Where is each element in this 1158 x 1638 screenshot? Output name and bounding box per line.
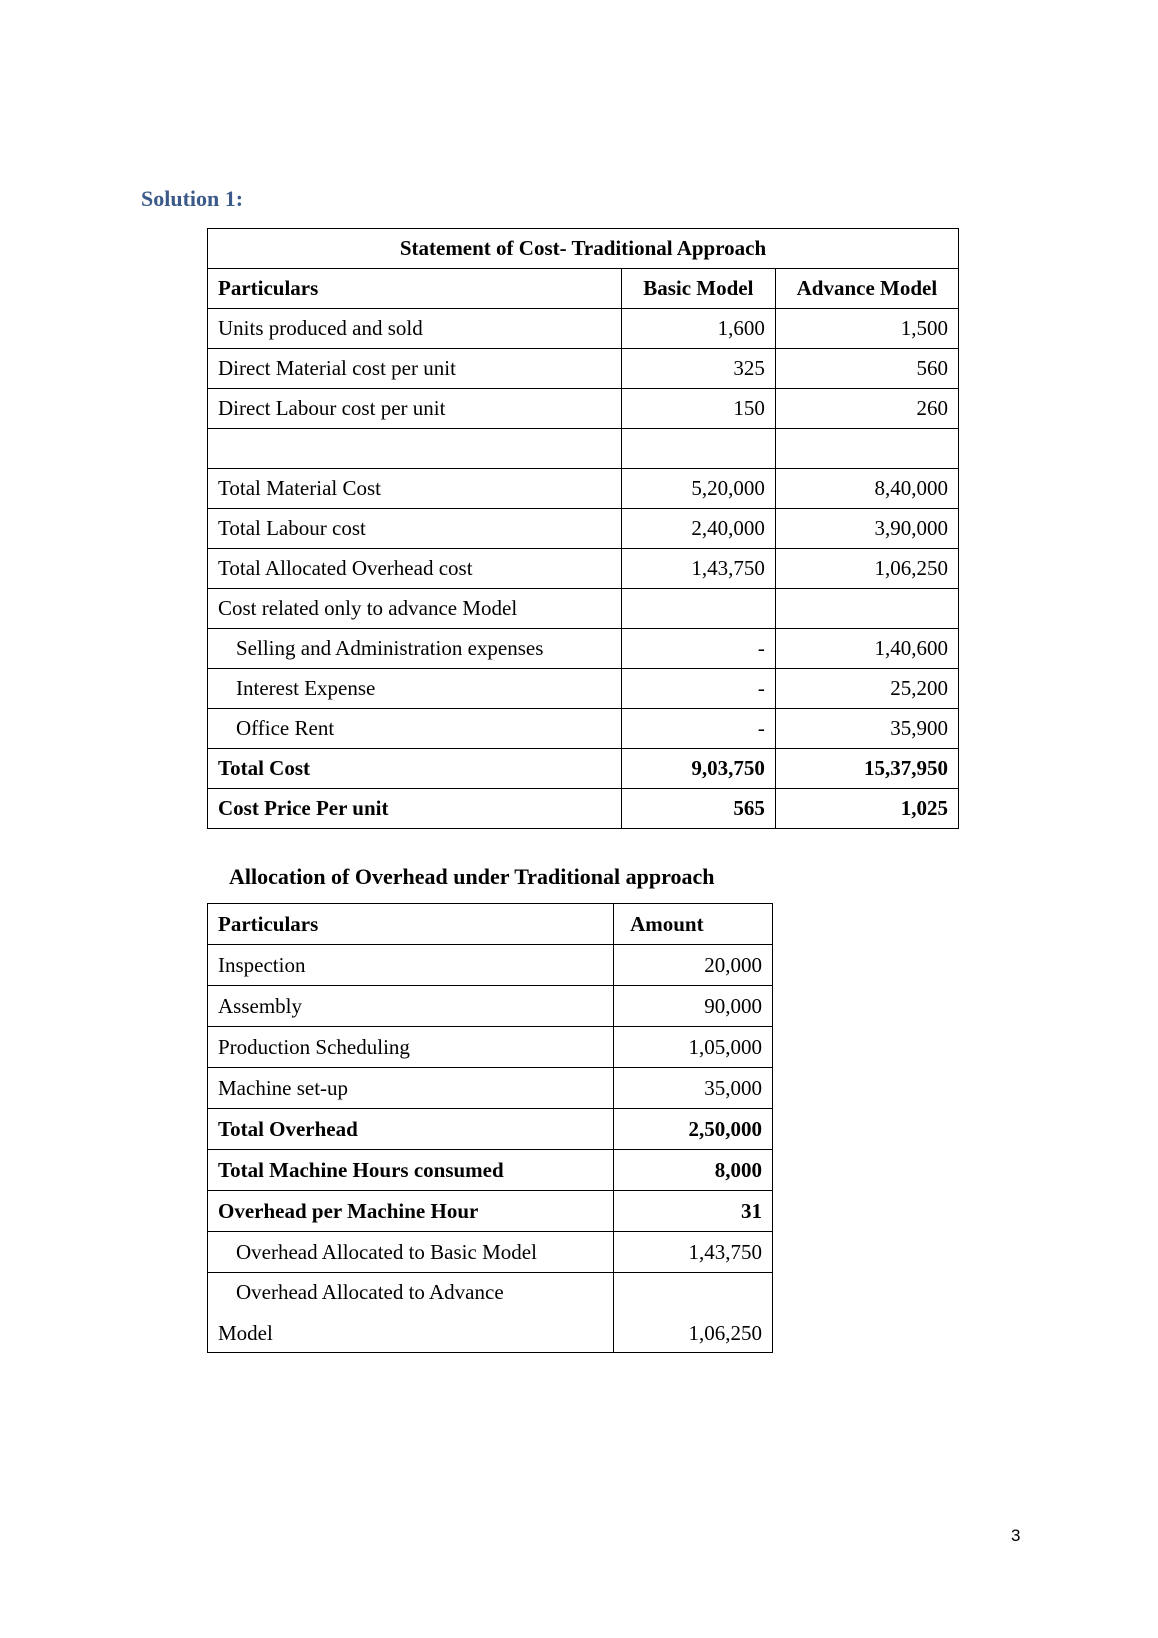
alloc-table-header-row	[208, 904, 773, 945]
row-advance-value: 1,40,600	[775, 629, 958, 669]
row-label: Total Cost	[208, 749, 622, 789]
row-label: Cost related only to advance Model	[208, 589, 622, 629]
row-advance-value: 1,500	[775, 309, 958, 349]
alloc-table-row	[208, 1109, 773, 1150]
alloc-table-row	[208, 945, 773, 986]
row-basic-value: 2,40,000	[621, 509, 775, 549]
alloc-row-amount: 1,06,250	[614, 1273, 773, 1353]
allocation-title: Allocation of Overhead under Traditional approach	[229, 864, 715, 889]
row-label: Office Rent	[208, 709, 622, 749]
row-basic-value	[621, 429, 775, 469]
cost-table-row	[208, 309, 959, 349]
cost-table-row	[208, 709, 959, 749]
alloc-row-label-line1: Overhead Allocated to Advance	[236, 1279, 504, 1304]
row-basic-value: -	[621, 669, 775, 709]
row-basic-value: -	[621, 709, 775, 749]
alloc-row-amount: 1,43,750	[614, 1232, 773, 1273]
row-advance-value: 15,37,950	[775, 749, 958, 789]
row-basic-value: 1,43,750	[621, 549, 775, 589]
row-basic-value: 1,600	[621, 309, 775, 349]
cost-table-title: Statement of Cost- Traditional Approach	[208, 229, 959, 269]
row-advance-value	[775, 589, 958, 629]
alloc-row-amount: 2,50,000	[614, 1109, 773, 1150]
row-label: Selling and Administration expenses	[208, 629, 622, 669]
alloc-row-label: Total Machine Hours consumed	[208, 1150, 614, 1191]
cost-table-row	[208, 469, 959, 509]
row-basic-value: -	[621, 629, 775, 669]
alloc-table-row	[208, 1232, 773, 1273]
row-advance-value: 25,200	[775, 669, 958, 709]
row-basic-value: 565	[621, 789, 775, 829]
alloc-table-row-advance	[208, 1273, 773, 1353]
alloc-header-particulars: Particulars	[208, 904, 614, 945]
row-label	[208, 429, 622, 469]
cost-table-row	[208, 509, 959, 549]
alloc-header-amount: Amount	[614, 904, 773, 945]
alloc-table-row	[208, 986, 773, 1027]
row-basic-value: 325	[621, 349, 775, 389]
row-label: Total Material Cost	[208, 469, 622, 509]
row-advance-value: 3,90,000	[775, 509, 958, 549]
cost-table-row	[208, 349, 959, 389]
header-particulars: Particulars	[208, 269, 622, 309]
alloc-row-amount: 20,000	[614, 945, 773, 986]
cost-table-row	[208, 429, 959, 469]
alloc-table-row	[208, 1150, 773, 1191]
row-label: Direct Labour cost per unit	[208, 389, 622, 429]
alloc-row-label: Inspection	[208, 945, 614, 986]
row-advance-value: 560	[775, 349, 958, 389]
alloc-row-amount: 1,05,000	[614, 1027, 773, 1068]
row-label: Units produced and sold	[208, 309, 622, 349]
row-advance-value: 1,025	[775, 789, 958, 829]
row-advance-value: 260	[775, 389, 958, 429]
row-basic-value: 5,20,000	[621, 469, 775, 509]
row-basic-value: 9,03,750	[621, 749, 775, 789]
cost-table-row	[208, 749, 959, 789]
row-label: Cost Price Per unit	[208, 789, 622, 829]
row-advance-value	[775, 429, 958, 469]
header-basic-model: Basic Model	[621, 269, 775, 309]
row-label: Interest Expense	[208, 669, 622, 709]
cost-table-row	[208, 589, 959, 629]
row-basic-value	[621, 589, 775, 629]
cost-table-header-row	[208, 269, 959, 309]
cost-table-row	[208, 789, 959, 829]
row-basic-value: 150	[621, 389, 775, 429]
alloc-table-row	[208, 1027, 773, 1068]
alloc-row-amount: 31	[614, 1191, 773, 1232]
header-advance-model: Advance Model	[775, 269, 958, 309]
row-advance-value: 1,06,250	[775, 549, 958, 589]
alloc-row-label: Assembly	[208, 986, 614, 1027]
alloc-row-amount: 8,000	[614, 1150, 773, 1191]
alloc-table-row	[208, 1191, 773, 1232]
row-advance-value: 35,900	[775, 709, 958, 749]
row-label: Total Allocated Overhead cost	[208, 549, 622, 589]
cost-table-row	[208, 549, 959, 589]
cost-statement-table	[207, 228, 959, 829]
alloc-row-label-line2: Model	[218, 1320, 273, 1345]
cost-table-row	[208, 629, 959, 669]
alloc-row-label: Total Overhead	[208, 1109, 614, 1150]
alloc-row-label: Overhead per Machine Hour	[208, 1191, 614, 1232]
cost-table-row	[208, 669, 959, 709]
page-number: 3	[1011, 1526, 1021, 1545]
overhead-allocation-table	[207, 903, 773, 1353]
alloc-row-label: Machine set-up	[208, 1068, 614, 1109]
alloc-row-label	[208, 1273, 614, 1353]
cost-table-title-row	[208, 229, 959, 269]
alloc-table-row	[208, 1068, 773, 1109]
cost-table-row	[208, 389, 959, 429]
row-advance-value: 8,40,000	[775, 469, 958, 509]
row-label: Direct Material cost per unit	[208, 349, 622, 389]
alloc-row-label: Overhead Allocated to Basic Model	[208, 1232, 614, 1273]
section-heading: Solution 1:	[141, 186, 244, 211]
alloc-row-amount: 35,000	[614, 1068, 773, 1109]
row-label: Total Labour cost	[208, 509, 622, 549]
alloc-row-label: Production Scheduling	[208, 1027, 614, 1068]
alloc-row-amount: 90,000	[614, 986, 773, 1027]
